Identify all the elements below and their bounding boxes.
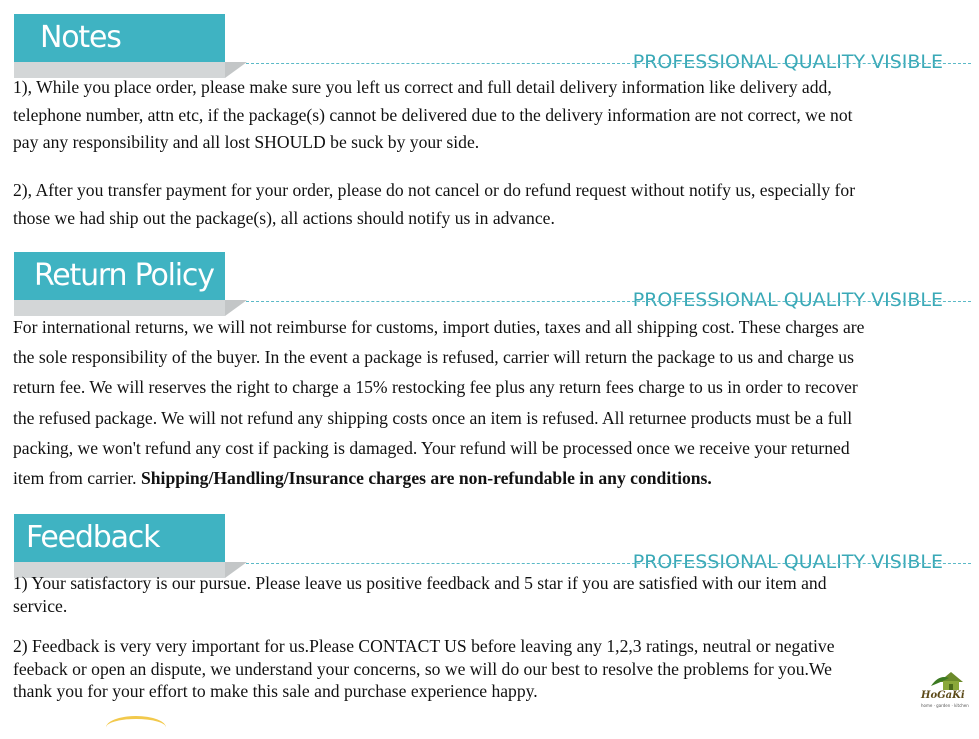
feedback-divider	[246, 563, 971, 564]
text-line: 1) Your satisfactory is our pursue. Please leave us positive feedback and 5 star if you are satisfied with our item and	[13, 573, 827, 593]
text-line	[13, 463, 864, 493]
notes-tab	[14, 14, 225, 62]
text-line: the refused package. We will not refund any shipping costs once an item is refused. All returnee products must be a full	[13, 407, 853, 428]
notes-divider	[246, 63, 971, 64]
text-line: 2), After you transfer payment for your order, please do not cancel or do refund request without notify us, especially for	[13, 180, 856, 200]
return-policy-text	[13, 312, 864, 493]
text-line: return fee. We will reserves the right to charge a 15% restocking fee plus any return fees charge to us in order to recover	[13, 377, 858, 398]
decorative-arc	[106, 716, 166, 739]
feedback-tab	[14, 514, 225, 562]
brand-logo	[919, 668, 977, 710]
text-line: 1), While you place order, please make sure you left us correct and full detail delivery information like delivery add,	[13, 77, 832, 97]
notes-title: Notes	[40, 20, 121, 55]
text-line: telephone number, attn etc, if the package(s) cannot be delivered due to the delivery information are not correct, we not	[13, 104, 853, 125]
feedback-title: Feedback	[26, 520, 160, 555]
return-policy-title: Return Policy	[34, 258, 214, 293]
notes-tagline: PROFESSIONAL QUALITY VISIBLE	[632, 51, 943, 73]
logo-name: HoGaKi	[921, 690, 965, 701]
notes-paragraph-2	[13, 176, 855, 232]
feedback-paragraph-2	[13, 635, 835, 703]
return-policy-divider	[246, 301, 971, 302]
house-leaf-icon	[919, 668, 977, 692]
non-refundable-notice: Shipping/Handling/Insurance charges are non-refundable in any conditions.	[140, 468, 712, 489]
return-policy-tagline: PROFESSIONAL QUALITY VISIBLE	[632, 289, 943, 311]
text-line: the sole responsibility of the buyer. In the event a package is refused, carrier will return the package to us and charge us	[13, 347, 854, 368]
text-line: 2) Feedback is very very important for us.Please CONTACT US before leaving any 1,2,3 ratings, neutral or negative	[13, 636, 835, 656]
text-line: For international returns, we will not reimburse for customs, import duties, taxes and all shipping cost. These charges are	[13, 317, 865, 337]
return-policy-tab	[14, 252, 225, 300]
logo-subtitle: home · garden · kitchen	[921, 703, 969, 708]
notes-header	[0, 14, 979, 74]
feedback-header	[0, 514, 979, 574]
text-line: service.	[13, 595, 68, 616]
notes-paragraph-1	[13, 74, 853, 157]
text-normal: item from carrier.	[13, 468, 141, 489]
return-policy-header	[0, 252, 979, 312]
text-line: pay any responsibility and all lost SHOULD be suck by your side.	[13, 132, 480, 152]
text-line: feeback or open an dispute, we understand your concerns, so we will do our best to resolve the problems for you.We	[13, 658, 832, 679]
text-line: packing, we won't refund any cost if packing is damaged. Your refund will be processed once we receive your returned	[13, 437, 850, 458]
text-line: those we had ship out the package(s), all actions should notify us in advance.	[13, 208, 555, 228]
text-line: thank you for your effort to make this sale and purchase experience happy.	[13, 681, 538, 701]
feedback-paragraph-1	[13, 572, 827, 617]
feedback-tagline: PROFESSIONAL QUALITY VISIBLE	[632, 551, 943, 573]
